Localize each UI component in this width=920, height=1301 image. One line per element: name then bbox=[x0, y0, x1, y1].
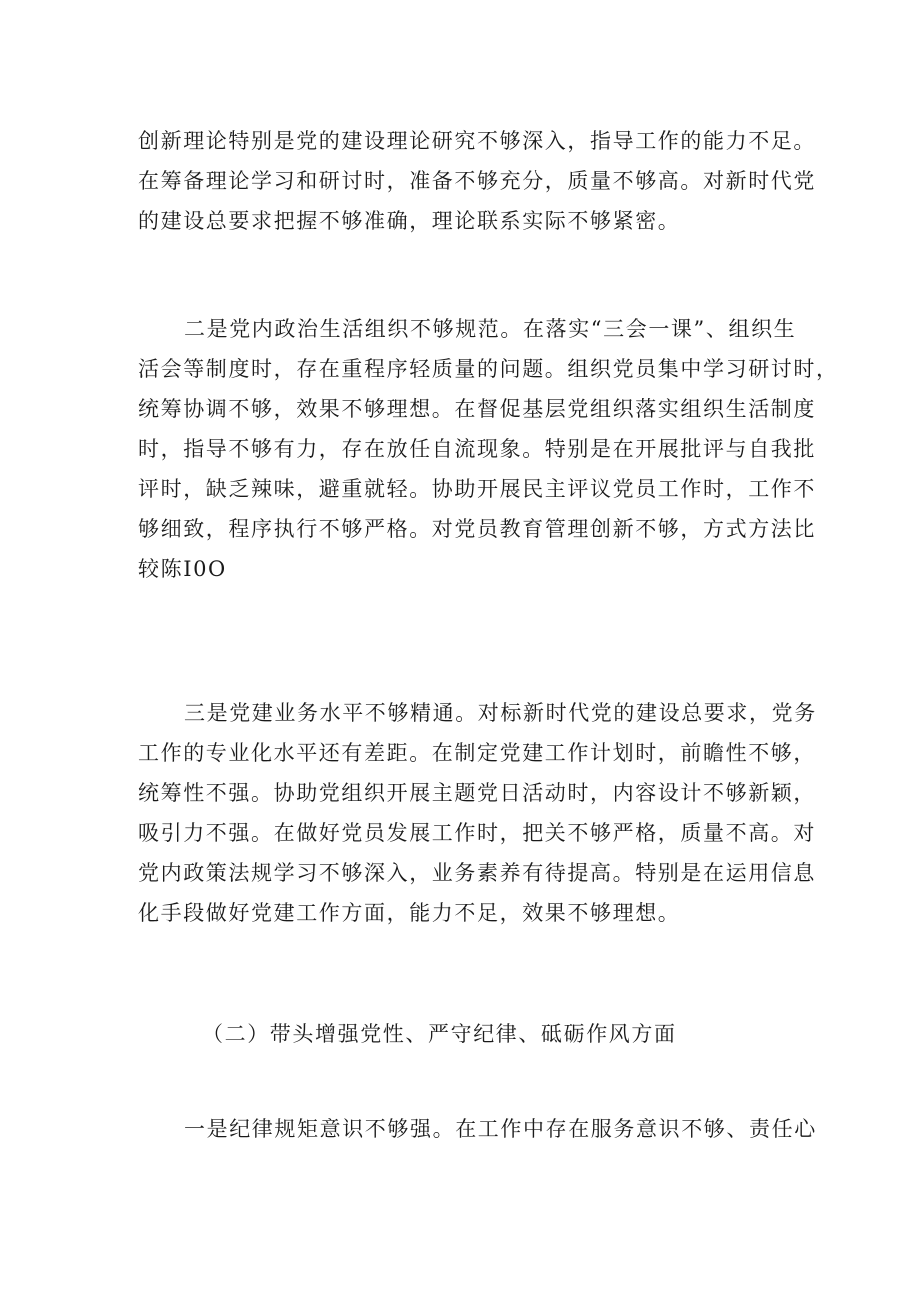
paragraph-line: 一是纪律规矩意识不够强。在工作中存在服务意识不够、责任心 bbox=[184, 1117, 817, 1141]
paragraph-line: 党内政策法规学习不够深入，业务素养有待提高。特别是在运用信息 bbox=[138, 861, 816, 885]
paragraph-line: 三是党建业务水平不够精通。对标新时代党的建设总要求，党务 bbox=[184, 701, 817, 725]
paragraph-line: 较陈I0O bbox=[138, 557, 227, 581]
paragraph-line: 吸引力不强。在做好党员发展工作时，把关不够严格，质量不高。对 bbox=[138, 821, 816, 845]
paragraph-line: 时，指导不够有力，存在放任自流现象。特别是在开展批评与自我批 bbox=[138, 437, 816, 461]
paragraph-line: 在筹备理论学习和研讨时，准备不够充分，质量不够高。对新时代党 bbox=[138, 169, 816, 193]
paragraph-line: 活会等制度时，存在重程序轻质量的问题。组织党员集中学习研讨时， bbox=[138, 357, 839, 381]
paragraph-line: 二是党内政治生活组织不够规范。在落实“三会一课”、组织生 bbox=[184, 317, 797, 341]
paragraph-line: 统筹协调不够，效果不够理想。在督促基层党组织落实组织生活制度 bbox=[138, 397, 816, 421]
paragraph-line: 创新理论特别是党的建设理论研究不够深入，指导工作的能力不足。 bbox=[138, 129, 816, 153]
section-heading bbox=[138, 1017, 798, 1051]
paragraph-line: 够细致，程序执行不够严格。对党员教育管理创新不够，方式方法比 bbox=[138, 517, 816, 541]
section-heading-text: （二）带头增强党性、严守纪律、砥砺作风方面 bbox=[202, 1022, 677, 1046]
paragraph-line: 评时，缺乏辣味，避重就轻。协助开展民主评议党员工作时，工作不 bbox=[138, 477, 816, 501]
paragraph-line: 统筹性不强。协助党组织开展主题党日活动时，内容设计不够新颖， bbox=[138, 781, 816, 805]
paragraph-3 bbox=[138, 696, 817, 930]
paragraph-line: 的建设总要求把握不够准确，理论联系实际不够紧密。 bbox=[138, 209, 681, 233]
paragraph-line: 工作的专业化水平还有差距。在制定党建工作计划时，前瞻性不够， bbox=[138, 741, 816, 765]
paragraph-1 bbox=[138, 124, 816, 238]
paragraph-2 bbox=[138, 312, 839, 586]
paragraph-line: 化手段做好党建工作方面，能力不足，效果不够理想。 bbox=[138, 901, 681, 925]
paragraph-4 bbox=[138, 1112, 817, 1146]
